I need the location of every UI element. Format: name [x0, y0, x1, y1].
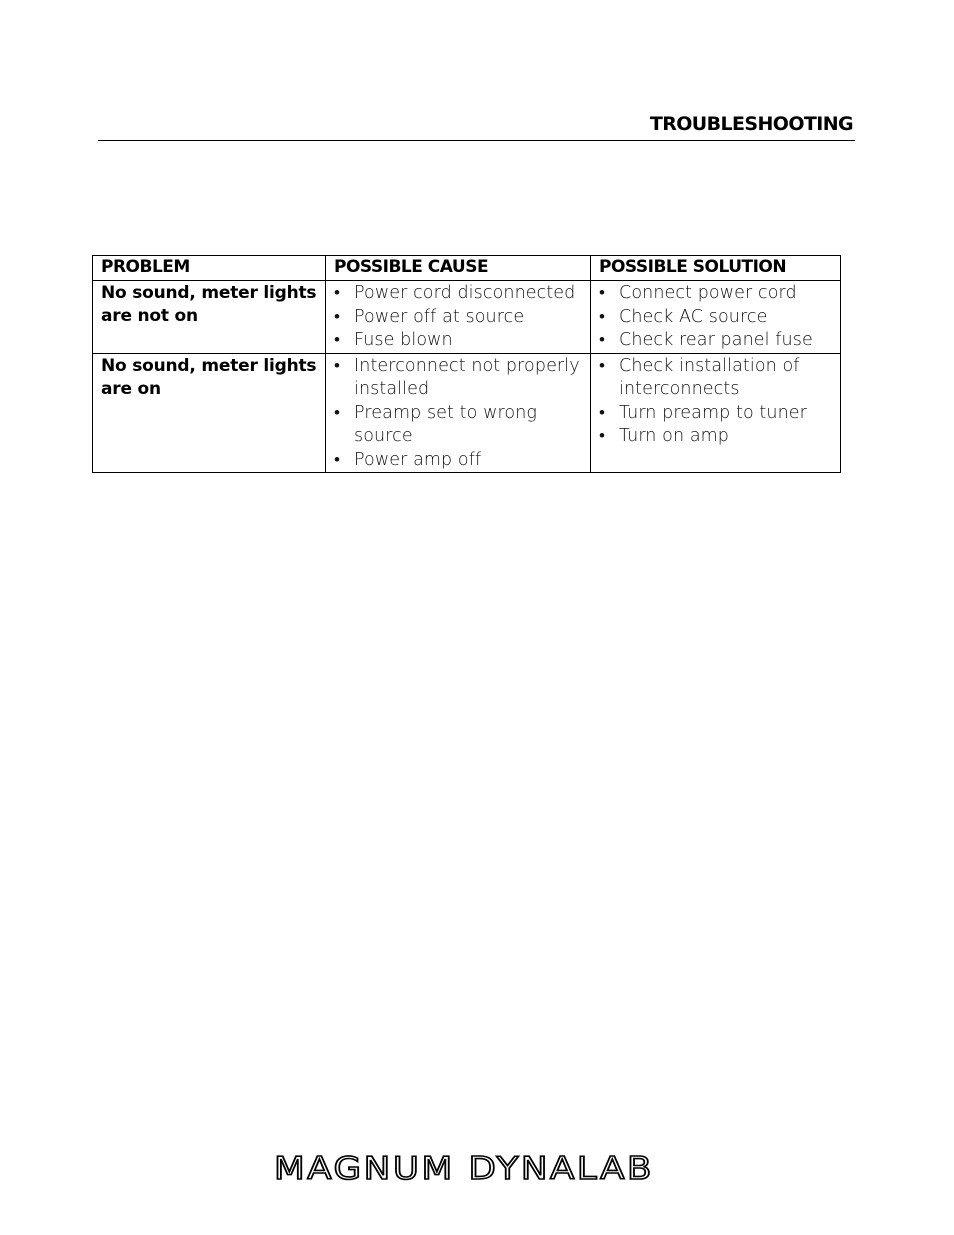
bullet-icon: • — [599, 283, 606, 303]
list-item: • Power amp off — [334, 449, 590, 473]
list-item: • Turn on amp — [599, 425, 840, 449]
problem-cell: No sound, meter lights are on — [93, 353, 326, 473]
table-header-row — [93, 256, 841, 281]
bullet-icon: • — [599, 402, 606, 423]
bullet-icon: • — [334, 449, 341, 470]
bullet-icon: • — [334, 402, 341, 423]
solution-list — [591, 354, 840, 449]
table-row — [93, 281, 841, 354]
bullet-icon: • — [334, 306, 341, 327]
list-item: • Connect power cord — [599, 282, 840, 306]
list-item: • Turn preamp to tuner — [599, 402, 840, 426]
solution-cell — [591, 281, 841, 354]
list-item: • Check rear panel fuse — [599, 329, 840, 353]
cause-list — [326, 281, 590, 353]
bullet-icon: • — [334, 355, 341, 376]
cause-cell — [326, 353, 591, 473]
bullet-icon: • — [599, 306, 606, 327]
solution-list — [591, 281, 840, 353]
brand-logo — [272, 1151, 656, 1187]
page-title: TROUBLESHOOTING — [649, 113, 853, 135]
bullet-icon: • — [599, 355, 606, 376]
table-row — [93, 353, 841, 473]
column-header-problem: PROBLEM — [93, 256, 326, 281]
column-header-solution: POSSIBLE SOLUTION — [591, 256, 841, 281]
list-item: • Fuse blown — [334, 329, 590, 353]
list-item: • Interconnect not properly installed — [334, 355, 580, 399]
brand-wordmark: MAGNUM DYNALAB — [274, 1151, 654, 1187]
solution-cell — [591, 353, 841, 473]
cause-list — [326, 354, 590, 473]
troubleshooting-table — [92, 255, 841, 473]
bullet-icon: • — [599, 426, 606, 446]
list-item: • Power off at source — [334, 306, 590, 330]
bullet-icon: • — [599, 330, 606, 350]
bullet-icon: • — [334, 330, 341, 350]
page-header — [98, 112, 855, 141]
list-item: • Power cord disconnected — [334, 282, 590, 306]
cause-cell — [326, 281, 591, 354]
list-item: • Preamp set to wrong source — [334, 402, 538, 446]
problem-cell: No sound, meter lights are not on — [93, 281, 326, 354]
list-item: • Check AC source — [599, 306, 840, 330]
list-item: • Check installation of interconnects — [599, 355, 800, 399]
bullet-icon: • — [334, 283, 341, 303]
column-header-cause: POSSIBLE CAUSE — [326, 256, 591, 281]
